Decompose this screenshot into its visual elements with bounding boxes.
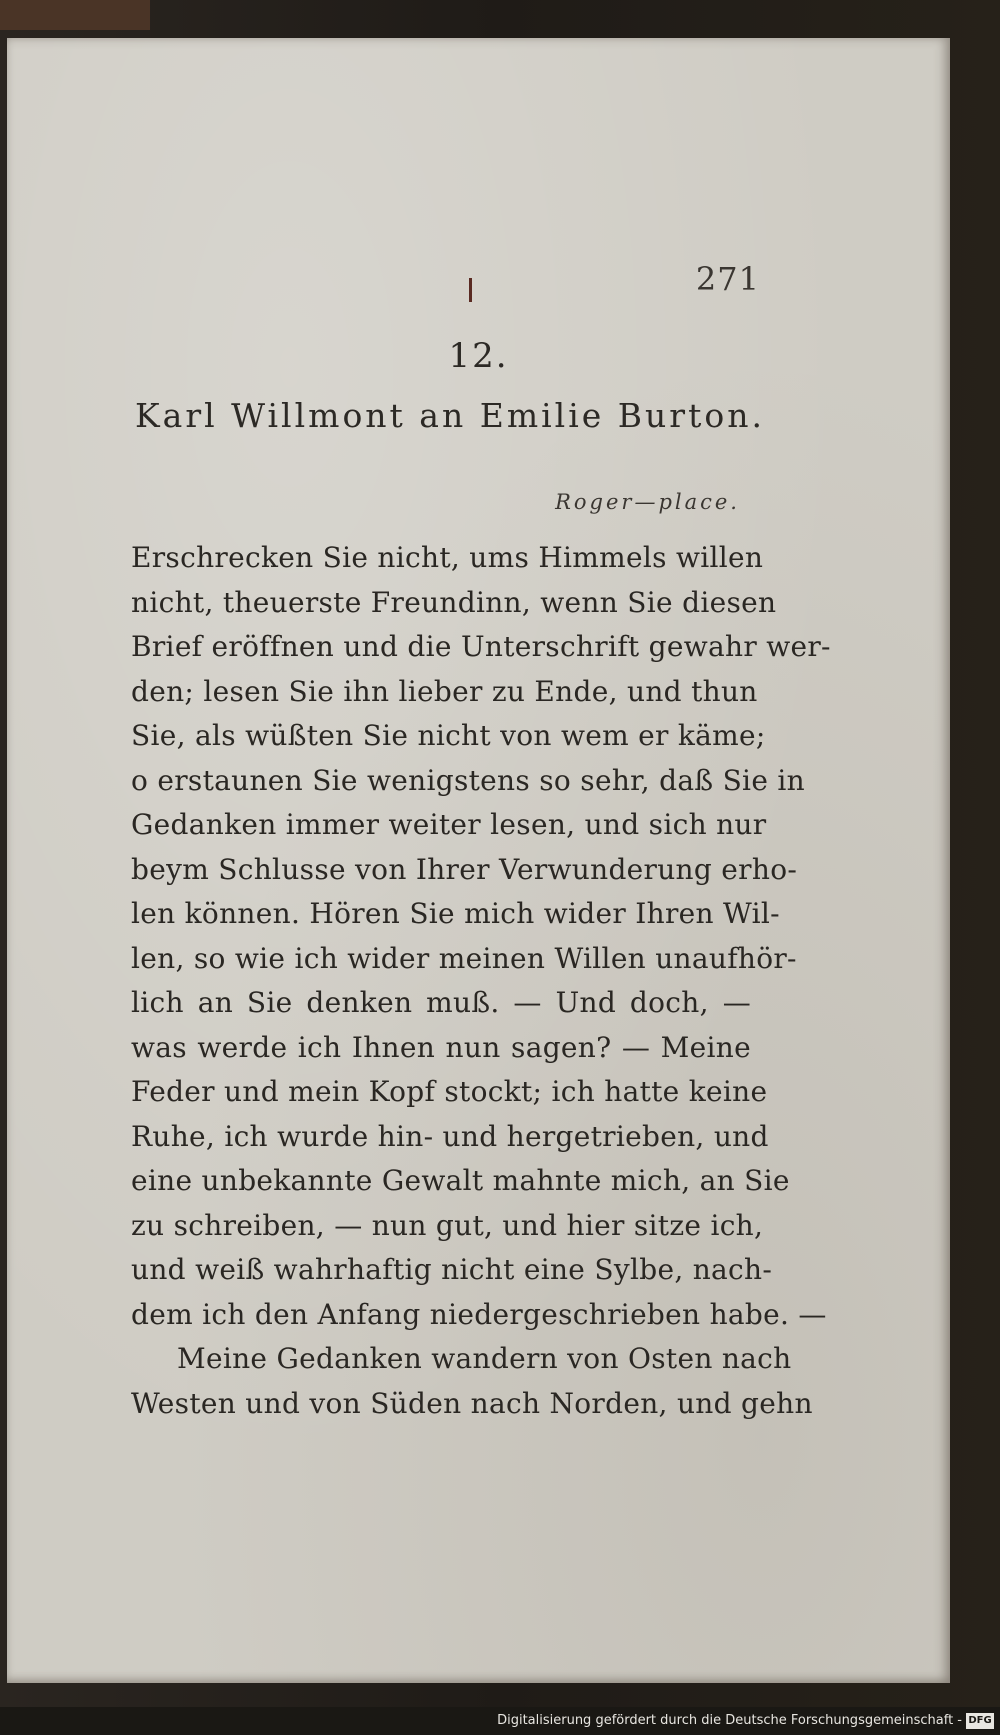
text-line: len können. Hören Sie mich wider Ihren Wil- <box>131 897 780 930</box>
text-line: Ruhe, ich wurde hin- und hergetrieben, und <box>131 1119 769 1153</box>
dfg-logo-icon: DFG <box>966 1713 994 1729</box>
letter-body <box>131 536 831 1426</box>
text-line: was werde ich Ihnen nun sagen? — Meine <box>131 1030 751 1064</box>
text-line: Feder und mein Kopf stockt; ich hatte keine <box>131 1075 768 1108</box>
text-line: beym Schlusse von Ihrer Verwunderung erho- <box>131 852 798 886</box>
text-line: eine unbekannte Gewalt mahnte mich, an Sie <box>131 1164 790 1197</box>
text-line: nicht, theuerste Freundinn, wenn Sie diesen <box>131 585 777 619</box>
letter-place: Roger—place. <box>555 490 740 514</box>
letter-title: Karl Willmont an Emilie Burton. <box>135 396 765 435</box>
text-line: Brief eröffnen und die Unterschrift gewahr wer- <box>131 630 831 663</box>
text-line: Erschrecken Sie nicht, ums Himmels willen <box>131 541 764 574</box>
digitization-footer <box>0 1707 1000 1735</box>
footer-credit: Digitalisierung gefördert durch die Deutsche Forschungsgemeinschaft - <box>497 1713 962 1728</box>
letter-number: 12. <box>448 336 509 376</box>
book-page <box>7 38 950 1683</box>
text-line: dem ich den Anfang niedergeschrieben habe. — <box>131 1297 827 1331</box>
text-line: Westen und von Süden nach Norden, und gehn <box>131 1386 813 1420</box>
text-line: o erstaunen Sie wenigstens so sehr, daß Sie in <box>131 763 805 797</box>
book-cover-edge <box>0 0 150 30</box>
text-line-paragraph-start: Meine Gedanken wandern von Osten nach <box>177 1342 792 1375</box>
text-line: Sie, als wüßten Sie nicht von wem er käme; <box>131 719 766 752</box>
text-line: len, so wie ich wider meinen Willen unaufhör- <box>131 941 797 975</box>
text-line: und weiß wahrhaftig nicht eine Sylbe, nach- <box>131 1253 773 1286</box>
ink-mark <box>469 278 472 302</box>
text-line: Gedanken immer weiter lesen, und sich nur <box>131 808 767 841</box>
page-number: 271 <box>695 260 760 298</box>
text-line: zu schreiben, — nun gut, und hier sitze ich, <box>131 1208 764 1242</box>
text-line: lich an Sie denken muß. — Und doch, — <box>131 986 751 1019</box>
text-line: den; lesen Sie ihn lieber zu Ende, und thun <box>131 674 758 708</box>
